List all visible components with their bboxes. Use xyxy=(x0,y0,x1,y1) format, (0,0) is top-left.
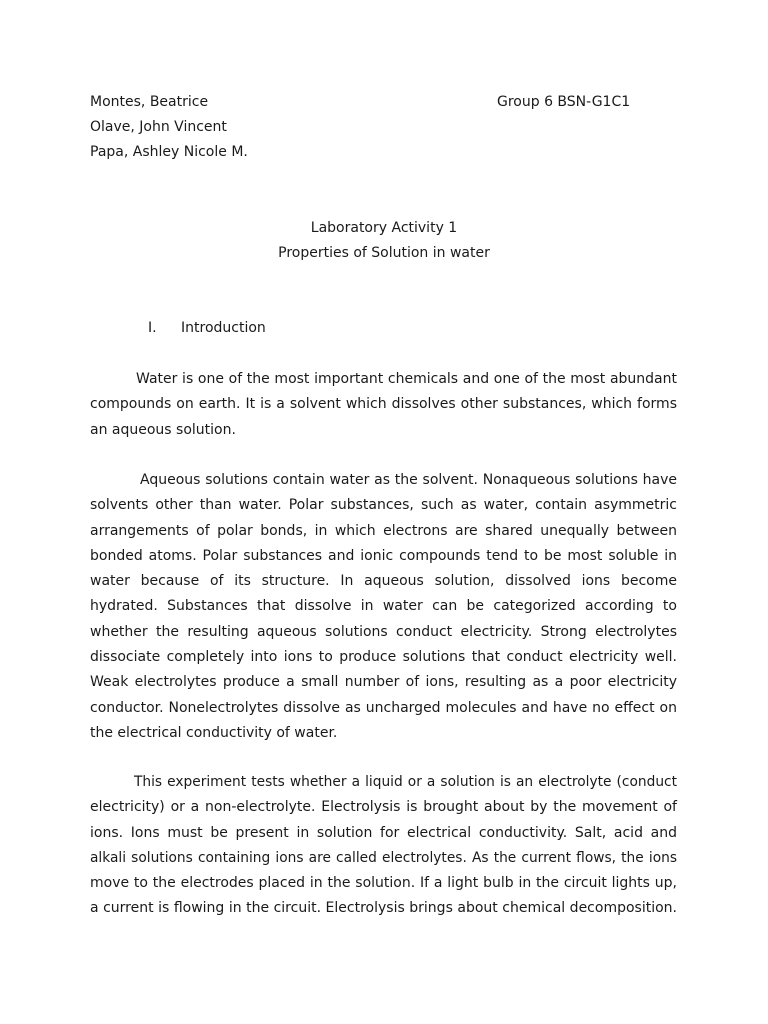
text-line: the electrical conductivity of water. xyxy=(90,724,338,741)
text-line: whether the resulting aqueous solutions conduct electricity. Strong electrolytes xyxy=(90,623,677,640)
text-line: alkali solutions containing ions are called electrolytes. As the current flows, the ions xyxy=(90,849,677,866)
text-line: an aqueous solution. xyxy=(90,421,236,438)
title-line: Laboratory Activity 1 xyxy=(310,220,458,236)
text-line: dissociate completely into ions to produce solutions that conduct electricity well. xyxy=(90,649,677,666)
text-line: move to the electrodes placed in the solution. If a light bulb in the circuit lights up, xyxy=(90,875,677,892)
text-line: conductor. Nonelectrolytes dissolve as uncharged molecules and have no effect on xyxy=(90,699,677,716)
subtitle-line: Properties of Solution in water xyxy=(278,245,490,261)
paragraph-3 xyxy=(90,770,677,922)
author-name: Montes, Beatrice xyxy=(90,94,209,110)
text-line: compounds on earth. It is a solvent which dissolves other substances, which forms xyxy=(90,396,677,413)
text-line: water because of its structure. In aqueous solution, dissolved ions become xyxy=(90,573,677,590)
text-line: ions. Ions must be present in solution for electrical conductivity. Salt, acid and xyxy=(90,824,677,841)
paragraph-1 xyxy=(90,367,677,443)
text-line: Water is one of the most important chemicals and one of the most abundant xyxy=(136,371,677,387)
section-number: I. xyxy=(148,320,157,336)
text-line: Aqueous solutions contain water as the solvent. Nonaqueous solutions have xyxy=(140,472,677,488)
author-name: Papa, Ashley Nicole M. xyxy=(90,144,248,160)
text-line: solvents other than water. Polar substances, such as water, contain asymmetric xyxy=(90,497,677,514)
group-label: Group 6 BSN-G1C1 xyxy=(497,94,631,110)
paragraph-2 xyxy=(90,468,677,746)
section-heading xyxy=(148,316,266,341)
text-line: electricity) or a non-electrolyte. Electrolysis is brought about by the movement of xyxy=(90,799,677,816)
text-line: This experiment tests whether a liquid or a solution is an electrolyte (conduct xyxy=(134,774,677,790)
text-line: hydrated. Substances that dissolve in water can be categorized according to xyxy=(90,598,677,615)
text-line: Weak electrolytes produce a small number of ions, resulting as a poor electricity xyxy=(90,674,677,691)
author-list xyxy=(90,90,248,165)
section-title: Introduction xyxy=(181,320,266,336)
author-name: Olave, John Vincent xyxy=(90,119,227,135)
text-line: bonded atoms. Polar substances and ionic compounds tend to be most soluble in xyxy=(90,547,677,564)
text-line: a current is flowing in the circuit. Electrolysis brings about chemical decomposition. xyxy=(90,900,677,917)
text-line: arrangements of polar bonds, in which electrons are shared unequally between xyxy=(90,522,677,539)
document-title xyxy=(0,216,768,266)
